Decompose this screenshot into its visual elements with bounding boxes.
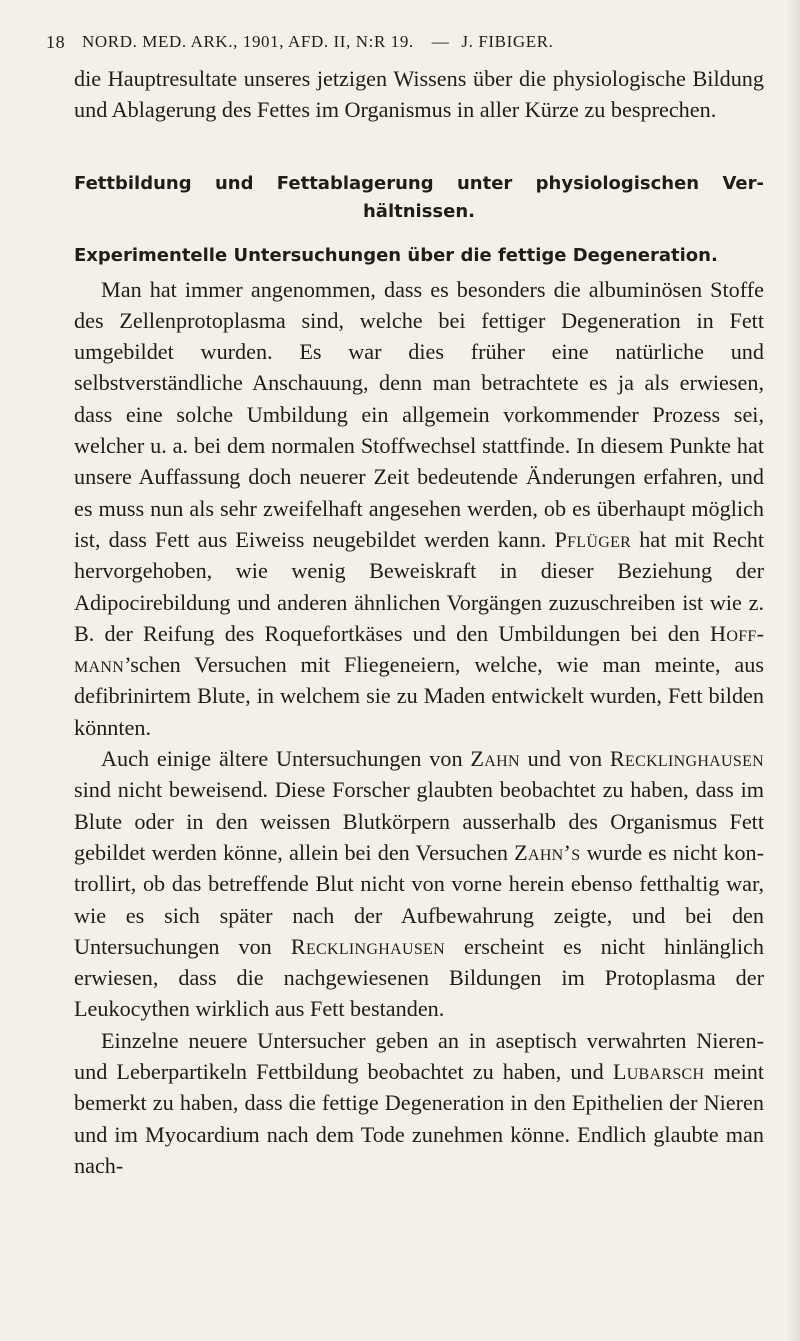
- sub-heading: Experimentelle Untersuchungen über die fettige Degeneration.: [74, 244, 718, 266]
- paragraph-3-text-b: meint bemerkt zu haben, dass die fettige Degeneration in den Epithelien der Nieren und im Myocardium nach dem Tode zunehmen könne. Endlich glaubte man nach-: [74, 1059, 765, 1178]
- paragraph-1-text-c: ’schen Versuchen mit Fliegeneiern, welche, wie man meinte, aus defibrinirtem Blute, in welchem sie zu Maden entwickelt wurden, Fett bilden könnten.: [74, 652, 764, 740]
- paragraph-2-text-c: sind nicht beweisend. Diese Forscher glaubten beobachtet zu haben, dass im Blute oder in den weissen Blutkörpern ausserhalb des Organismus Fett gebildet werden könne, allein bei den Versuchen: [74, 777, 764, 865]
- paragraph-2: [74, 743, 764, 1025]
- header-author: J. FIBIGER.: [461, 32, 554, 51]
- section-heading: Fettbildung und Fettablagerung unter physiologischen Verhältnissen.: [74, 172, 764, 222]
- author-name-recklinghausen-2: Recklinghausen: [290, 933, 445, 959]
- paragraph-2-text-a: Auch einige ältere Untersuchungen von: [101, 746, 463, 772]
- running-header: [46, 32, 764, 53]
- author-name-pflueger: Pflüger: [554, 526, 632, 552]
- author-name-zahn: Zahn: [470, 746, 520, 772]
- paragraph-1: [74, 274, 764, 743]
- intro-paragraph: die Hauptresultate unseres jetzigen Wissens über die physiologische Bildung und Ablagerung des Fettes im Organismus in aller Kürze zu besprechen.: [74, 66, 764, 123]
- paragraph-3-text-a: Einzelne neuere Untersucher geben an in aseptisch verwahrten Nieren- und Leberpartikeln Fettbildung beobachtet zu haben, und: [74, 1027, 764, 1085]
- header-separator: —: [431, 32, 450, 51]
- paragraph-3: [74, 1025, 764, 1181]
- paragraph-1-text-a: Man hat immer angenommen, dass es besonders die albuminösen Stoffe des Zellenprotoplasma sind, welche bei fettiger Degeneration in Fett umgebildet wurden. Es war dies früher eine natürliche und selbstverständliche Anschauung, denn man betrachtete es ja als erwiesen, dass eine solche Umbildung ein allgemein vorkommender Prozess sei, welcher u. a. bei dem normalen Stoffwechsel stattfinde. In diesem Punkte hat unsere Auffassung doch neuerer Zeit bedeutende Änderungen erfahren, und es muss nun als sehr zweifelhaft angesehen werden, ob es überhaupt möglich ist, dass Fett aus Eiweiss neugebildet werden kann.: [74, 276, 764, 552]
- paragraph-2-text-e: erscheint es nicht hinlänglich erwiesen, dass die nachgewiesenen Bildungen im Protoplasma der Leukocythen wirklich aus Fett bestanden.: [74, 933, 764, 1022]
- author-name-recklinghausen: Recklinghausen: [609, 746, 765, 772]
- page-number: 18: [46, 32, 66, 52]
- paragraph-2-text-b: und von: [527, 746, 603, 772]
- paragraph-2-text-d: wurde es nicht kontrollirt, ob das betreffende Blut nicht von vorne herein ebenso fetthaltig war, wie es sich später nach der Aufbewahrung zeigte, und bei den Untersuchungen von: [74, 839, 765, 959]
- page-edge-shadow: [786, 0, 800, 1341]
- body-text: [74, 63, 764, 1181]
- author-name-zahns: Zahn’s: [514, 839, 581, 865]
- paragraph-1-text-b: hat mit Recht hervorgehoben, wie wenig Beweiskraft in dieser Beziehung der Adipocirebildung und anderen ähnlichen Vorgängen zuzuschreiben ist wie z. B. der Reifung des Roquefortkäses und den Umbildungen bei den: [74, 526, 765, 646]
- journal-citation: NORD. MED. ARK., 1901, AFD. II, N:R 19.: [82, 32, 414, 51]
- author-name-hoffmann: Hoffmann: [74, 620, 765, 678]
- author-name-lubarsch: Lubarsch: [612, 1059, 705, 1085]
